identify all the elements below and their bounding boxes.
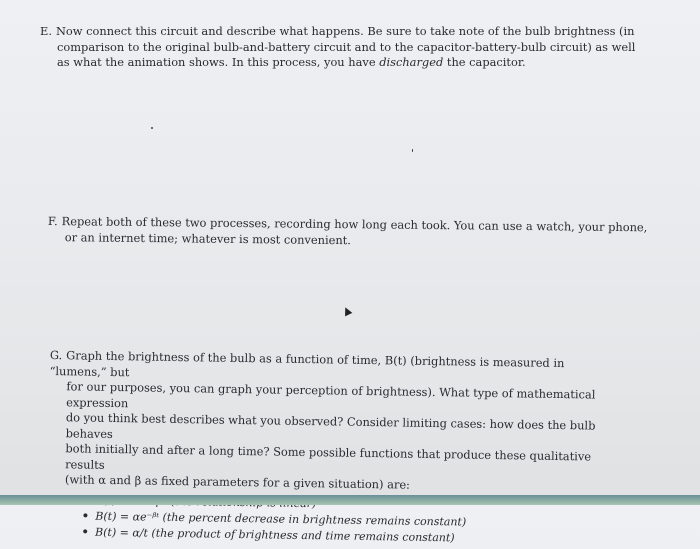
question-g-line-4: both initially and after a long time? Some possible functions that produce these qualitative results bbox=[65, 441, 592, 472]
question-f-line-2: or an internet time; whatever is most convenient. bbox=[64, 229, 351, 247]
list-item: • B(t) = α/t (the product of brightness and time remains constant) bbox=[81, 524, 621, 548]
question-f-letter: F. bbox=[47, 214, 58, 229]
question-e-text-3a: as what the animation shows. In this process, you have bbox=[57, 55, 380, 69]
list-item: • B(t) = αe⁻ᵝᵗ (the percent decrease in brightness remains constant) bbox=[81, 508, 621, 532]
question-e-text-1: Now connect this circuit and describe what happens. Be sure to take note of the bulb brightness (in bbox=[55, 24, 635, 38]
question-e-line-1 bbox=[40, 24, 658, 40]
question-e-letter: E. bbox=[40, 24, 52, 38]
question-e-line-3 bbox=[40, 55, 658, 71]
question-f bbox=[48, 214, 658, 251]
question-e-emphasis: discharged bbox=[379, 55, 444, 69]
question-g-line-2: for our purposes, you can graph your perception of brightness). What type of mathematical expression bbox=[66, 379, 596, 410]
question-g-line-5: (with α and β as fixed parameters for a given situation) are: bbox=[64, 472, 411, 492]
question-e-line-2: comparison to the original bulb-and-battery circuit and to the capacitor-battery-bulb circuit) as well bbox=[57, 39, 636, 54]
question-g bbox=[47, 348, 624, 548]
paper-speck bbox=[151, 127, 153, 129]
question-g-text-1: Graph the brightness of the bulb as a function of time, B(t) (brightness is measured in “lumens,” but bbox=[49, 348, 565, 379]
question-g-letter: G. bbox=[49, 348, 63, 363]
question-f-text-1: Repeat both of these two processes, recording how long each took. You can use a watch, your phone, bbox=[61, 214, 648, 235]
pointer-cursor-icon bbox=[342, 306, 353, 317]
bottom-edge-strip bbox=[0, 495, 700, 505]
question-g-line-3: do you think best describes what you observed? Consider limiting cases: how does the bulb behaves bbox=[65, 410, 596, 441]
paper-speck bbox=[412, 149, 413, 152]
question-e bbox=[40, 24, 658, 71]
question-e-text-3b: the capacitor. bbox=[443, 55, 526, 69]
